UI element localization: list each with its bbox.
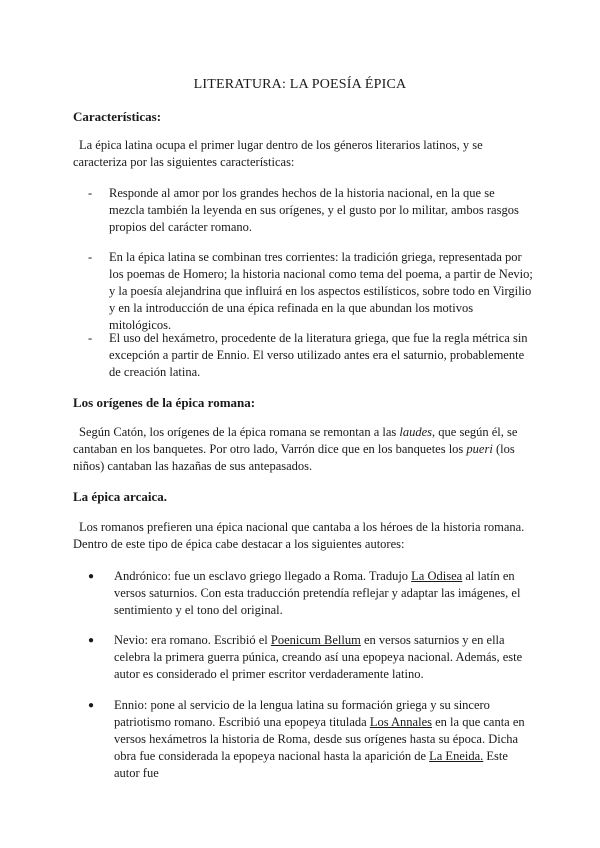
work-title-odisea: La Odisea (411, 569, 463, 583)
intro-arcaica: Los romanos prefieren una épica nacional que cantaba a los héroes de la historia romana. Dentro de este tipo de épica cabe destacar a los siguientes autores: (73, 520, 525, 551)
work-title-poenicum-bellum: Poenicum Bellum (270, 633, 361, 647)
text-run: Andrónico: fue un esclavo griego llegado a Roma. Tradujo (114, 569, 412, 583)
text-run: en versos saturnios y en ella celebra la primera guerra púnica, creando así una epopeya nacional. Además, este autor es considerado el primer escritor verdaderamente latino. (114, 633, 523, 681)
list-item-text: Responde al amor por los grandes hechos de la historia nacional, en la que se mezcla también la leyenda en sus orígenes, y el gusto por lo militar, ambos rasgos propios del carácter romano. (109, 186, 519, 234)
text-run: Según Catón, los orígenes de la épica romana se remontan a las (79, 425, 400, 439)
dash-marker: - (88, 331, 93, 345)
list-item-text (114, 697, 533, 782)
work-title-eneida: La Eneida. (429, 749, 484, 763)
text-run: en la que canta en versos hexámetros la historia de Roma, desde sus orígenes hasta su época. Dicha obra fue considerada la epopeya nacional hasta la aparición de (114, 715, 525, 763)
paragraph-origenes (73, 424, 533, 475)
text-run: (los niños) cantaban las hazañas de sus antepasados. (73, 442, 515, 473)
list-item (73, 185, 533, 236)
list-item (73, 330, 533, 381)
list-item-text: En la épica latina se combinan tres corrientes: la tradición griega, representada por los poemas de Homero; la historia nacional como tema del poema, a partir de Nevio; y la poesía alejandrina que influirá en los aspectos estilísticos, sobre todo en Virgilio y en la introducción de una épica refinada en la que abundan los motivos mitológicos. (109, 250, 533, 332)
bullet-marker: ● (88, 635, 95, 646)
list-item (73, 249, 533, 334)
list-item-text (114, 568, 533, 619)
italic-laudes: laudes (399, 425, 433, 439)
work-title-annales: Los Annales (369, 715, 432, 729)
text-run: al latín en versos saturnios. Con esta traducción pretendía reflejar y adaptar las imágenes, el sentimiento y el tono del original. (114, 569, 521, 617)
bullet-marker: ● (88, 700, 95, 711)
heading-caracteristicas: Características: (73, 109, 162, 124)
list-item-text (114, 632, 533, 683)
text-run: Este autor fue (114, 749, 508, 780)
list-item-ennio (73, 697, 533, 782)
bullet-marker: ● (88, 571, 95, 582)
intro-caracteristicas: La épica latina ocupa el primer lugar dentro de los géneros literarios latinos, y se caracteriza por las siguientes características: (73, 138, 483, 169)
text-run: Nevio: era romano. Escribió el (114, 633, 271, 647)
italic-pueri: pueri (466, 442, 493, 456)
list-item-nevio (73, 632, 533, 683)
text-run: Ennio: pone al servicio de la lengua latina su formación griega y su sincero patriotismo romano. Escribió una epopeya titulada (114, 698, 490, 729)
heading-origenes: Los orígenes de la épica romana: (73, 395, 256, 410)
text-run: , que según él, se cantaban en los banquetes. Por otro lado, Varrón dice que en los banquetes los (73, 425, 518, 456)
page-title: LITERATURA: LA POESÍA ÉPICA (193, 77, 407, 92)
list-item-andronico (73, 568, 533, 619)
dash-marker: - (88, 186, 93, 200)
dash-marker: - (88, 250, 93, 264)
list-item-text: El uso del hexámetro, procedente de la literatura griega, que fue la regla métrica sin excepción a partir de Ennio. El verso utilizado antes era el saturnio, probablemente de creación latina. (109, 331, 528, 379)
heading-arcaica: La épica arcaica. (73, 489, 167, 504)
